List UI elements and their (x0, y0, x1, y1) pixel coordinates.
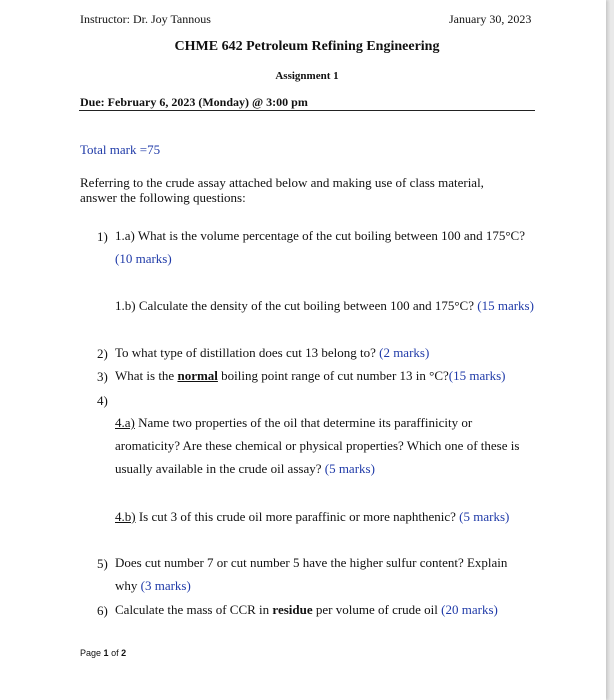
header-divider (79, 110, 535, 111)
question-4a-text: Name two properties of the oil that determine its paraffinicity or aromaticity? Are these chemical or physical properties? Which one of these is usually available in the crude oil assay? (115, 415, 520, 476)
question-1-number: 1) (97, 229, 108, 244)
question-4-number: 4) (97, 393, 108, 408)
course-title: CHME 642 Petroleum Refining Engineering (174, 39, 440, 54)
page-footer (80, 648, 126, 658)
question-1b-text: 1.b) Calculate the density of the cut boiling between 100 and 175°C? (115, 298, 474, 313)
question-1a (115, 224, 535, 270)
question-1b (115, 294, 535, 317)
question-5-text: Does cut number 7 or cut number 5 have the higher sulfur content? Explain why (115, 555, 508, 593)
question-3 (115, 364, 545, 387)
question-3-number: 3) (97, 369, 108, 384)
question-4a (115, 411, 530, 480)
footer-page-number: 1 (103, 648, 109, 658)
question-6 (115, 598, 535, 621)
question-2-marks: (2 marks) (379, 345, 430, 360)
question-2 (115, 341, 535, 364)
question-3-text-a: What is the (115, 368, 175, 383)
question-6-number: 6) (97, 603, 108, 618)
question-4a-marks: (5 marks) (324, 461, 375, 476)
footer-of: of (111, 648, 119, 658)
question-4b-marks: (5 marks) (459, 509, 510, 524)
footer-page-prefix: Page (80, 648, 102, 658)
question-3-marks: (15 marks) (448, 368, 506, 383)
footer-total-pages: 2 (121, 648, 127, 658)
question-4b-text: Is cut 3 of this crude oil more paraffinic or more naphthenic? (138, 509, 456, 524)
question-1a-marks: (10 marks) (115, 251, 172, 266)
question-2-text: To what type of distillation does cut 13 belong to? (115, 345, 376, 360)
question-6-text-a: Calculate the mass of CCR in (115, 602, 270, 617)
question-4b-label: 4.b) (115, 509, 136, 524)
due-date-line: Due: February 6, 2023 (Monday) @ 3:00 pm (80, 95, 308, 109)
question-5 (115, 551, 533, 597)
question-2-number: 2) (97, 346, 108, 361)
question-6-marks: (20 marks) (441, 602, 498, 617)
header-date: January 30, 2023 (449, 12, 532, 26)
question-3-normal-emphasis: normal (177, 368, 218, 383)
question-6-text-b: per volume of crude oil (315, 602, 438, 617)
question-4a-label: 4.a) (115, 415, 135, 430)
assignment-title: Assignment 1 (275, 70, 339, 82)
instructor-line: Instructor: Dr. Joy Tannous (80, 12, 211, 26)
question-1b-marks: (15 marks) (477, 298, 534, 313)
total-mark: Total mark =75 (80, 142, 161, 157)
question-1a-text: 1.a) What is the volume percentage of the cut boiling between 100 and 175°C? (115, 228, 526, 243)
question-5-marks: (3 marks) (140, 578, 191, 593)
question-6-residue-emphasis: residue (272, 602, 313, 617)
question-4b (115, 505, 535, 528)
question-3-text-b: boiling point range of cut number 13 in °C? (221, 368, 449, 383)
question-5-number: 5) (97, 556, 108, 571)
intro-paragraph: Referring to the crude assay attached below and making use of class material, answer the following questions: (80, 175, 484, 205)
